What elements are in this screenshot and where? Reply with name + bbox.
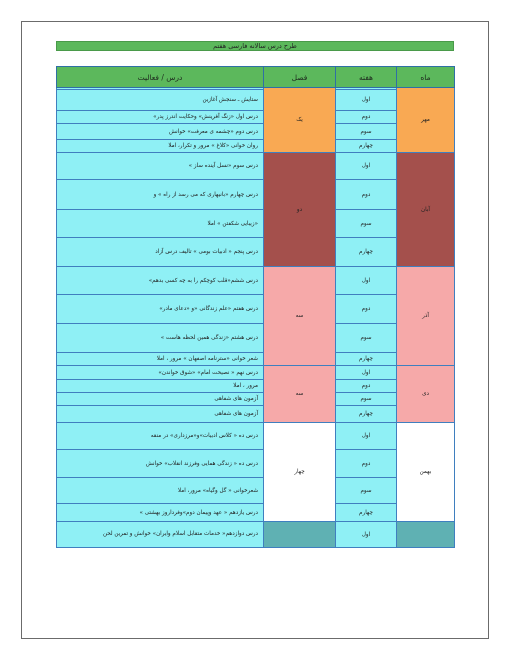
table-row: [57, 324, 455, 353]
table-header-row: [57, 67, 455, 88]
document-title: طرح درس سالانه فارسی هفتم: [56, 41, 454, 51]
table-row: [57, 111, 455, 124]
activity-cell: درس سوم «نسل آینده ساز »: [57, 153, 264, 180]
month-cell: آبان: [397, 153, 455, 267]
activity-cell: درس دوازدهم« خدمات متقابل اسلام وایران» خوانش و تمرین لحن: [57, 522, 264, 548]
week-cell: چهارم: [336, 238, 397, 267]
week-cell: دوم: [336, 450, 397, 478]
header-month: ماه: [397, 67, 455, 88]
week-cell: چهارم: [336, 504, 397, 522]
table-row: [57, 366, 455, 380]
activity-cell: شعر خوانی «سترنامه اصفهان » مرور ، املا: [57, 353, 264, 366]
season-cell: [264, 522, 336, 548]
table-row: [57, 238, 455, 267]
week-cell: دوم: [336, 380, 397, 393]
week-cell: اول: [336, 153, 397, 180]
table-row: [57, 353, 455, 366]
activity-cell: آزمون های شفاهی: [57, 393, 264, 406]
season-cell: سه: [264, 366, 336, 423]
header-week: هفته: [336, 67, 397, 88]
season-cell: یک: [264, 88, 336, 153]
table-row: [57, 380, 455, 393]
table-row: [57, 406, 455, 423]
header-season: فصل: [264, 67, 336, 88]
activity-cell: درس ده « زندگی همایی وفرزند انقلاب» خوانش: [57, 450, 264, 478]
week-cell: سوم: [336, 478, 397, 504]
week-cell: اول: [336, 90, 397, 111]
table-row: [57, 450, 455, 478]
table-row: [57, 124, 455, 140]
table-row: [57, 90, 455, 111]
week-cell: چهارم: [336, 406, 397, 423]
table-row: [57, 140, 455, 153]
activity-cell: ستایش ـ سنجش آغازین: [57, 90, 264, 111]
activity-cell: «زیبایی شکفتن » املا: [57, 210, 264, 238]
week-cell: سوم: [336, 393, 397, 406]
season-cell: دو: [264, 153, 336, 267]
activity-cell: مرور ، املا: [57, 380, 264, 393]
week-cell: سوم: [336, 124, 397, 140]
table-row: [57, 210, 455, 238]
table-row: [57, 393, 455, 406]
season-cell: چهار: [264, 423, 336, 522]
activity-cell: درس یازدهم « عهد وپیمان دوم»وفرداروز بهشتی »: [57, 504, 264, 522]
activity-cell: درس ششم«قلب کوچکم را به چه کسی بدهم»: [57, 267, 264, 295]
month-cell: بهمن: [397, 423, 455, 522]
month-cell: دی: [397, 366, 455, 423]
week-cell: دوم: [336, 295, 397, 324]
table-row: [57, 522, 455, 548]
week-cell: سوم: [336, 324, 397, 353]
table-row: [57, 295, 455, 324]
season-cell: سه: [264, 267, 336, 366]
activity-cell: روان خوانی «کلاغ » مرور و تکرار، املا: [57, 140, 264, 153]
table-row: [57, 267, 455, 295]
activity-cell: درس دوم «چشمه ی معرفت» خوانش: [57, 124, 264, 140]
month-cell: آذر: [397, 267, 455, 366]
activity-cell: درس ده « کلاس ادبیات»و«مرزداری» در منقه: [57, 423, 264, 450]
activity-cell: درس هفتم «علم زندگانی «و «دعای مادر»: [57, 295, 264, 324]
week-cell: دوم: [336, 180, 397, 210]
table-row: [57, 423, 455, 450]
activity-cell: درس هشتم «زندگی همین لحظه هاست »: [57, 324, 264, 353]
table-row: [57, 478, 455, 504]
month-cell: مهر: [397, 88, 455, 153]
week-cell: اول: [336, 423, 397, 450]
week-cell: چهارم: [336, 353, 397, 366]
activity-cell: شعرخوانی « گل وگیاه» مرور، املا: [57, 478, 264, 504]
activity-cell: آزمون های شفاهی: [57, 406, 264, 423]
week-cell: اول: [336, 267, 397, 295]
header-activity: درس / فعالیت: [57, 67, 264, 88]
lesson-plan-table: [56, 66, 455, 548]
week-cell: اول: [336, 366, 397, 380]
activity-cell: درس چهارم «بانیهاری که می رسد از راه » و: [57, 180, 264, 210]
week-cell: دوم: [336, 111, 397, 124]
activity-cell: درس پنجم « ادبیات بومی » تالیف درس آزاد: [57, 238, 264, 267]
week-cell: سوم: [336, 210, 397, 238]
month-cell: [397, 522, 455, 548]
table-row: [57, 180, 455, 210]
activity-cell: درس اول «زنگ آفرینش» وحکایت اندرز پدر»: [57, 111, 264, 124]
activity-cell: درس نهم « نصیحت امام» «شوق خواندن»: [57, 366, 264, 380]
table-row: [57, 504, 455, 522]
week-cell: اول: [336, 522, 397, 548]
week-cell: چهارم: [336, 140, 397, 153]
table-row: [57, 153, 455, 180]
